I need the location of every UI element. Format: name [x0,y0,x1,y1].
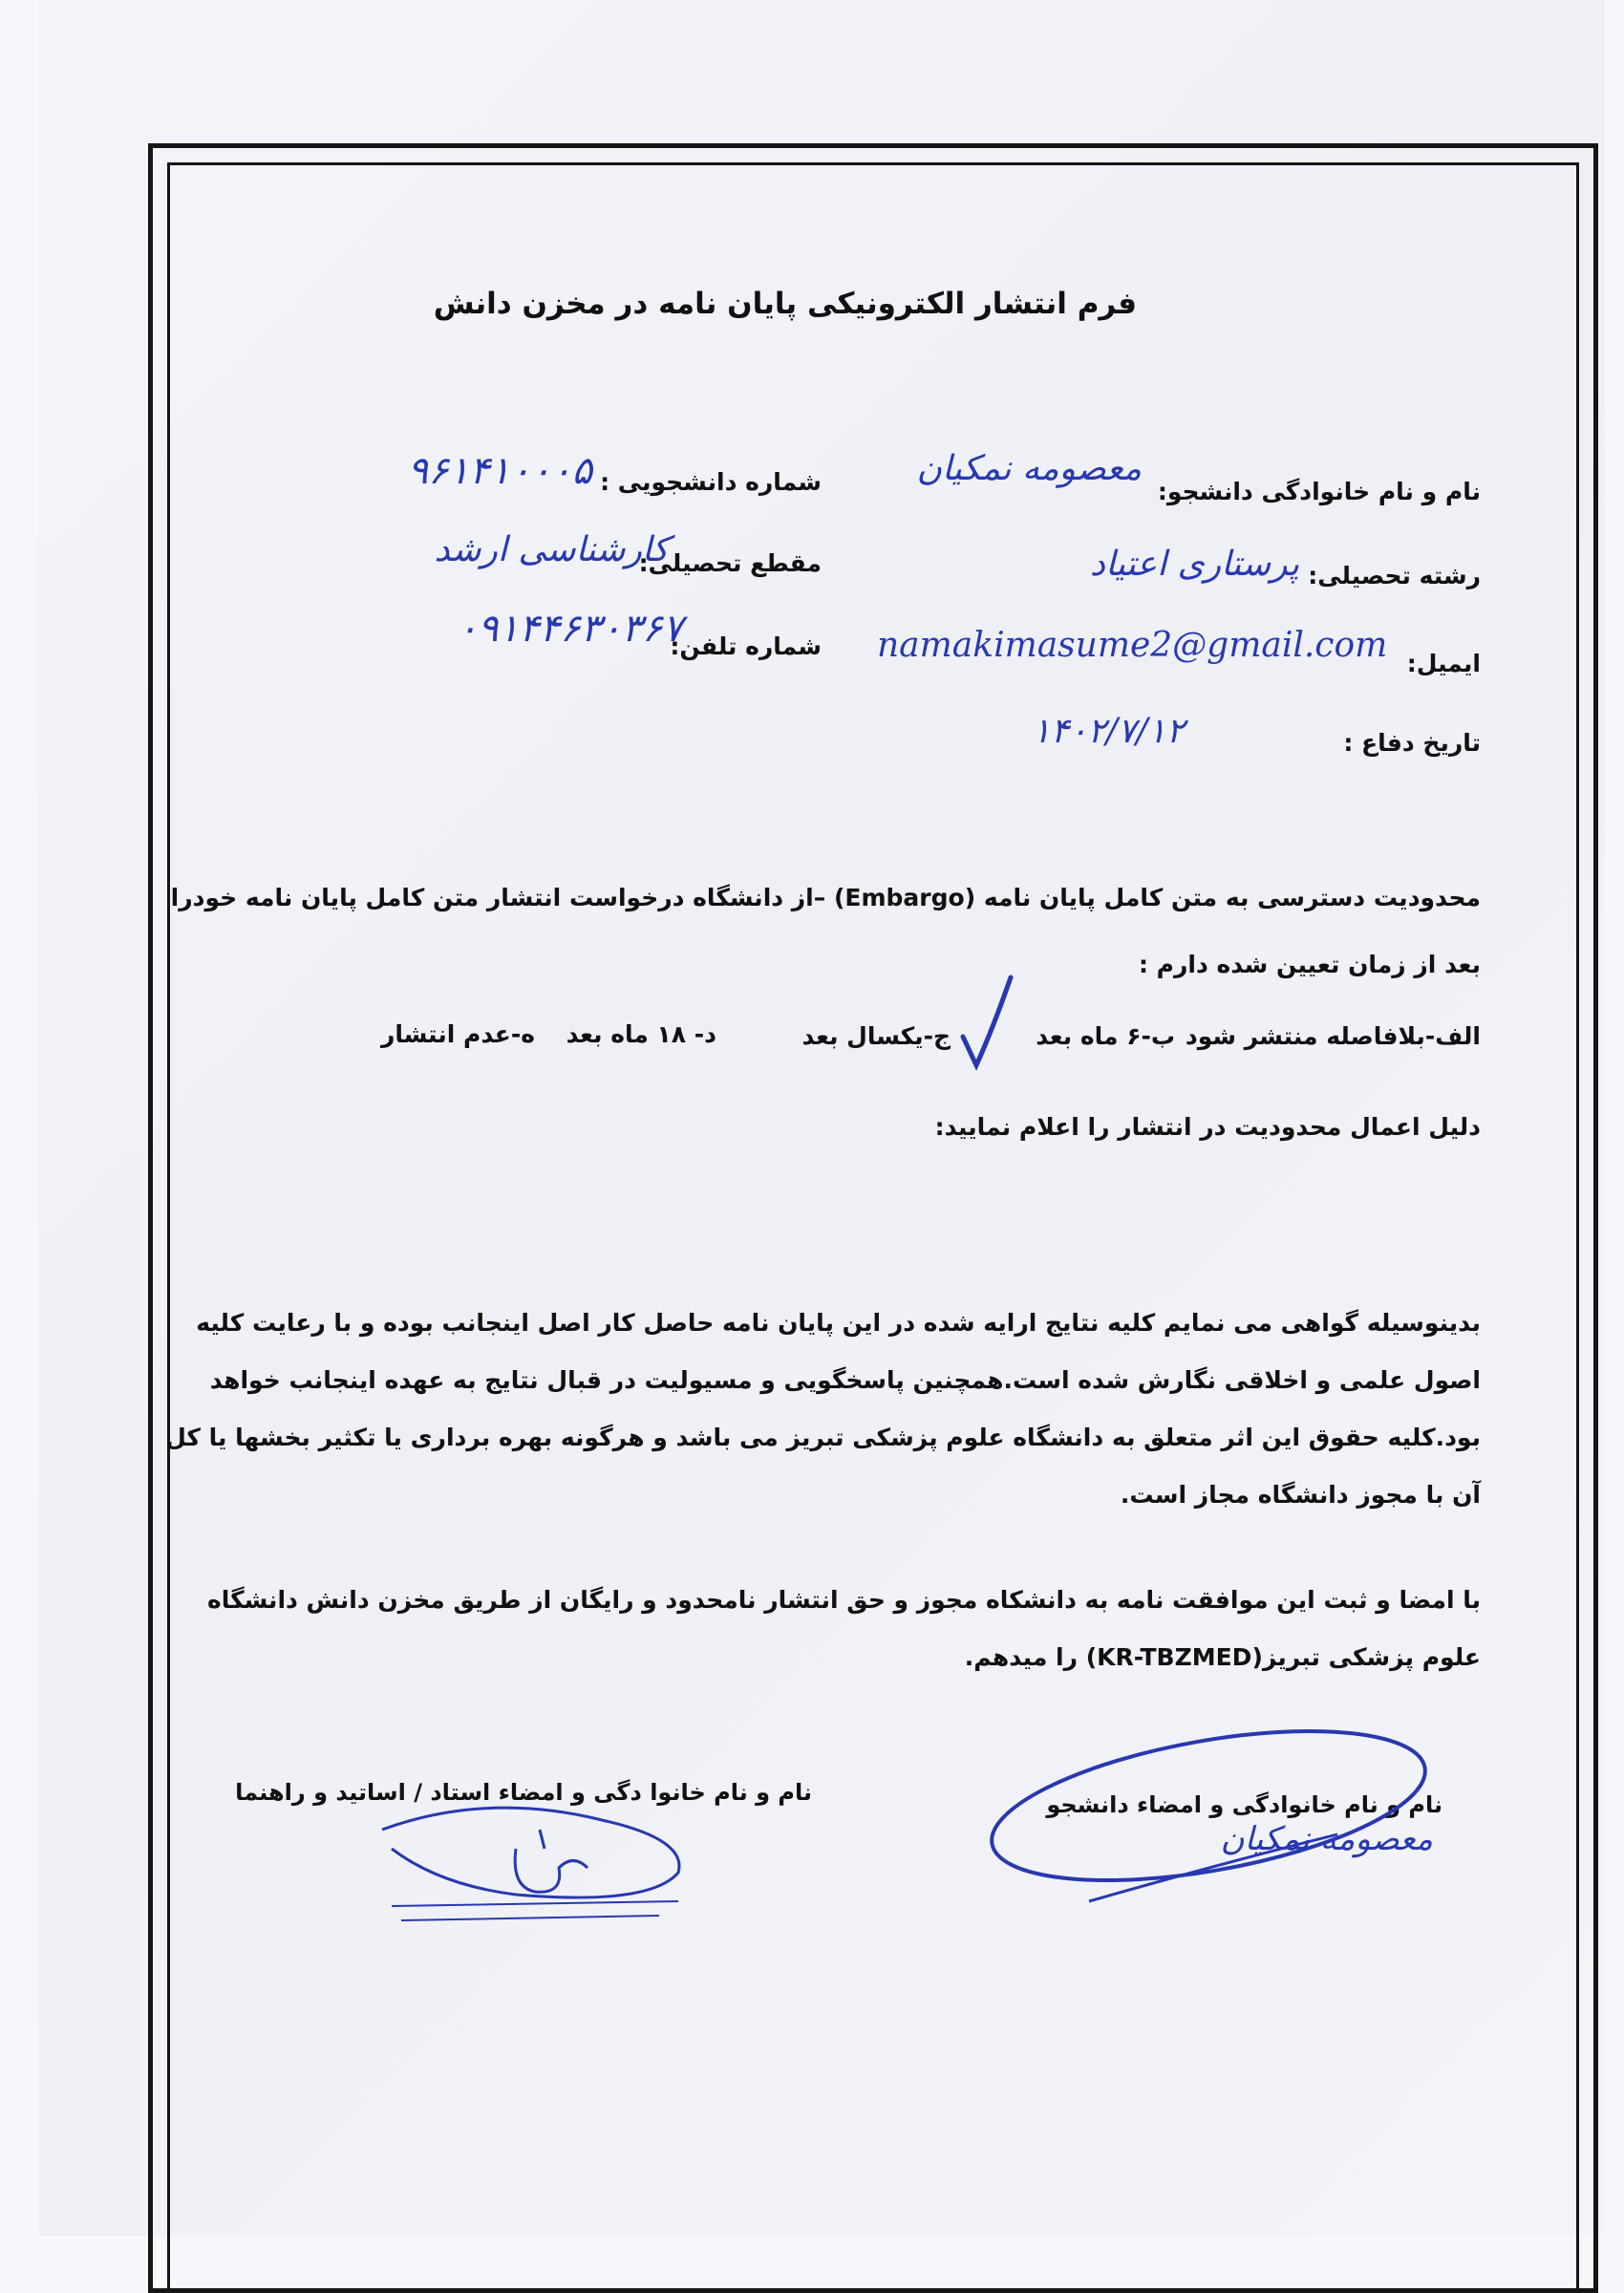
embargo-option-no-publish[interactable]: ه-عدم انتشار [380,1020,535,1048]
degree-label: مقطع تحصیلی: [638,549,822,577]
embargo-option-1-year[interactable]: ج-یکسال بعد [801,1022,951,1050]
embargo-line-1: محدودیت دسترسی به متن کامل پایان نامه (Embargo) –از دانشگاه درخواست انتشار متن کامل پایان نامه خودرا [170,884,1481,911]
checkmark-icon [955,970,1022,1075]
email-label: ایمیل: [1406,650,1481,677]
defense-date-value[interactable]: ۱۴۰۲/۷/۱۲ [1032,712,1185,751]
embargo-option-18-months[interactable]: د- ۱۸ ماه بعد [566,1020,716,1048]
student-signature-label: نام و نام خانوادگی و امضاء دانشجو [1046,1791,1442,1818]
embargo-reason-label: دلیل اعمال محدودیت در انتشار را اعلام نمایید: [934,1113,1481,1141]
name-label: نام و نام خانوادگی دانشجو: [1157,478,1481,505]
embargo-option-6-months[interactable]: ب-۶ ماه بعد [1036,1022,1175,1050]
license-paragraph: با امضا و ثبت این موافقت نامه به دانشکاه مجوز و حق انتشار نامحدود و رایگان از طریق مخزن دانش دانشگاه علوم پزشکی تبریز(KR-TBZMED) را میدهم. [206,1586,1481,1671]
major-value[interactable]: پرستاری اعتیاد [1089,545,1299,584]
student-signature-text: معصومه نمکیان [1220,1820,1433,1858]
advisor-signature-label: نام و نام خانوا دگی و امضاء استاد / اساتید و راهنما [235,1779,812,1806]
advisor-signature [373,1772,697,1944]
email-value[interactable]: namakimasume2@gmail.com [877,626,1388,665]
student-id-value[interactable]: ۹۶۱۴۱۰۰۰۵ [407,449,592,493]
form-title: فرم انتشار الکترونیکی پایان نامه در مخزن دانش [433,287,1137,321]
embargo-option-immediate[interactable]: الف-بلافاصله منتشر شود [1185,1022,1481,1050]
declaration-paragraph: بدینوسیله گواهی می نمایم کلیه نتایج ارایه شده در این پایان نامه حاصل کار اصل اینجانب بوده و با رعایت کلیه اصول علمی و اخلاقی نگارش شده است.همچنین پاسخگویی و مسیولیت در قبال نتایج به عهده اینجانب خواهد بود.کلیه حقوق این اثر متعلق به دانشگاه علوم پزشکی تبریز می باشد و هرگونه بهره برداری یا تکثیر بخشها یا کل آن با مجوز دانشگاه مجاز است. [165,1309,1481,1509]
degree-value[interactable]: کارشناسی ارشد [434,530,669,569]
major-label: رشته تحصیلی: [1308,562,1481,589]
embargo-line-2: بعد از زمان تعیین شده دارم : [1138,951,1481,978]
defense-date-label: تاریخ دفاع : [1343,729,1481,757]
phone-value[interactable]: ۰۹۱۴۴۶۳۰۳۶۷ [457,607,683,651]
phone-label: شماره تلفن: [670,632,822,660]
name-value[interactable]: معصومه نمکیان [916,449,1142,488]
student-id-label: شماره دانشجویی : [600,468,822,496]
